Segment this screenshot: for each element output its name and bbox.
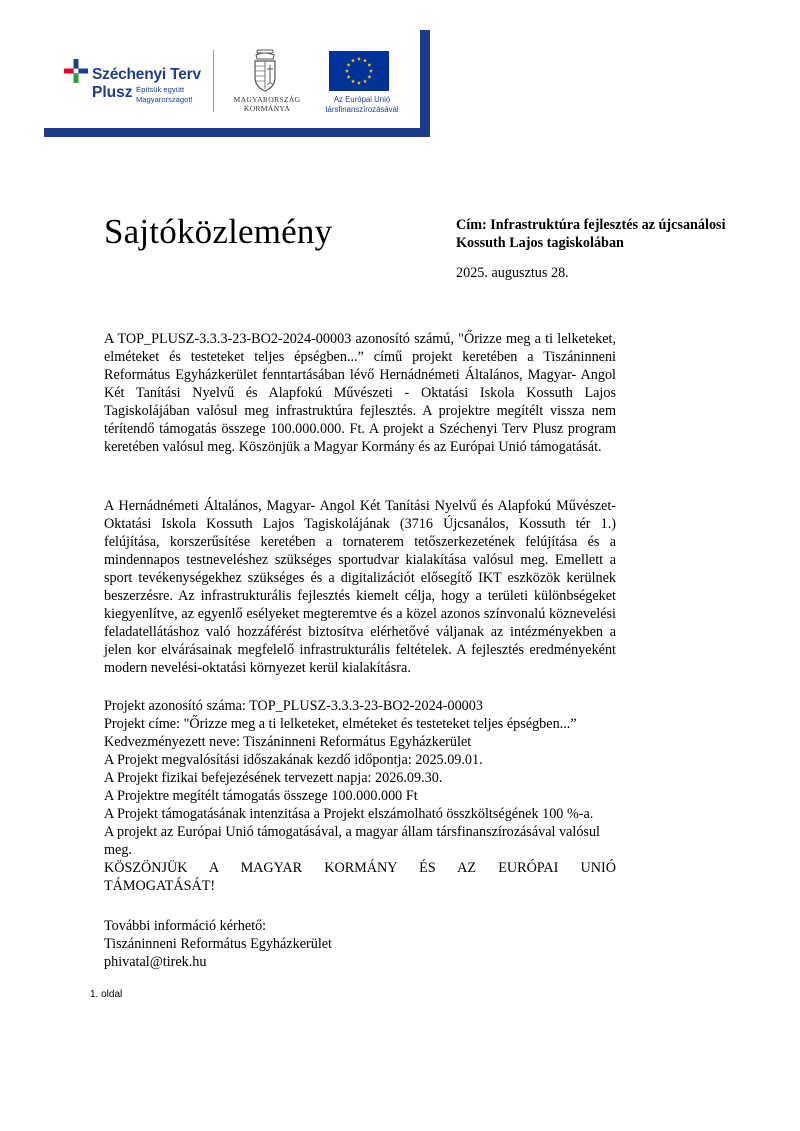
- szechenyi-slogan-line-1: Építsük együtt: [136, 85, 185, 94]
- detail-beneficiary: Kedvezményezett neve: Tiszáninneni Református Egyházkerület: [104, 734, 472, 750]
- body-paragraph-1: A TOP_PLUSZ-3.3.3-23-BO2-2024-00003 azonosító számú, "Őrizze meg a ti lelketeket, elméteket és testeteket teljes épségben...” című projekt keretében a Tiszáninneni Református Egyházkerület fenntartásában lévő Hernádnémeti Általános, Magyar- Angol Két Tanítási Nyelvű és Alapfokú Művészeti - Oktatási Iskola Kossuth Lajos Tagiskolájában valósul meg infrastruktúra fejlesztés. A projektre megítélt vissza nem térítendő támogatás összege 100.000.000. Ft. A projekt a Széchenyi Terv Plusz program keretében valósul meg. Köszönjük a Magyar Kormány és az Európai Unió támogatását.: [104, 331, 616, 455]
- government-label: [222, 95, 312, 113]
- detail-project-title: Projekt címe: "Őrizze meg a ti lelketeket, elméteket és testeteket teljes épségben...”: [104, 716, 577, 732]
- szechenyi-title: Széchenyi Terv: [92, 66, 201, 83]
- detail-cofinancing: A projekt az Európai Unió támogatásával, a magyar állam társfinanszírozásával valósul meg.: [104, 824, 600, 858]
- szechenyi-terv-plusz-logo: [64, 57, 204, 113]
- header-accent-vertical-bar: [420, 30, 430, 137]
- szechenyi-plus: Plusz: [92, 84, 133, 101]
- header-accent-horizontal-bar: [44, 128, 430, 137]
- eu-flag-icon: [329, 51, 389, 91]
- thanks-line-1: KÖSZÖNJÜK A MAGYAR KORMÁNY ÉS AZ EURÓPAI UNIÓ: [104, 860, 616, 876]
- page-number: 1. oldal: [90, 989, 123, 1000]
- detail-intensity: A Projekt támogatásának intenzitása a Projekt elszámolható összköltségének 100 %-a.: [104, 806, 594, 822]
- szechenyi-cross-icon: [64, 59, 88, 83]
- szechenyi-slogan: [136, 85, 206, 104]
- detail-end-date: A Projekt fizikai befejezésének tervezett napja: 2026.09.30.: [104, 770, 443, 786]
- contact-organization: Tiszáninneni Református Egyházkerület: [104, 936, 332, 952]
- government-line-1: MAGYARORSZÁG: [233, 95, 301, 104]
- project-details: [104, 697, 616, 895]
- contact-block: [104, 917, 332, 971]
- eu-line-1: Az Európai Unió: [333, 95, 391, 104]
- detail-amount: A Projektre megítélt támogatás összege 100.000.000 Ft: [104, 788, 418, 804]
- press-release-subject: Cím: Infrastruktúra fejlesztés az újcsanálosi Kossuth Lajos tagiskolában: [456, 217, 726, 251]
- detail-project-id: Projekt azonosító száma: TOP_PLUSZ-3.3.3-23-BO2-2024-00003: [104, 698, 483, 714]
- page-title: Sajtóközlemény: [104, 212, 333, 251]
- contact-intro: További információ kérhető:: [104, 918, 267, 934]
- detail-start-date: A Projekt megvalósítási időszakának kezdő időpontja: 2025.09.01.: [104, 752, 483, 768]
- hungarian-coat-of-arms-icon: [251, 49, 279, 93]
- logo-divider: [213, 50, 214, 112]
- eu-cofinancing-label: [320, 95, 404, 114]
- body-paragraph-2: A Hernádnémeti Általános, Magyar- Angol Két Tanítási Nyelvű és Alapfokú Művészet- Oktatási Iskola Kossuth Lajos Tagiskolájának (3716 Újcsanálos, Kossuth tér 1.) felújítása, korszerűsítése keretében a tornaterem tetőszerkezetének felújítása és a mindennapos testneveléshez szükséges sportudvar kialakítása valósul meg. Emellett a sport tevékenységekhez szükséges és a digitalizációt elősegítő IKT eszközök kerülnek beszerzésre. Az infrastrukturális fejlesztés kiemelt célja, hogy a területi különbségeket kiegyenlítve, az egyenlő esélyeket megteremtve és a közel azonos színvonalú köznevelési feladatellátáshoz való hozzáférést biztosítva elérhetővé váljanak az intézményekben a jelen kor elvárásainak megfelelő infrastrukturális feltételek. A fejlesztés eredményeként modern nevelési-oktatási környezet kerül kialakításra.: [104, 498, 616, 676]
- thanks-line-2: TÁMOGATÁSÁT!: [104, 878, 216, 894]
- press-release-date: 2025. augusztus 28.: [456, 265, 569, 281]
- logo-header: [0, 0, 800, 150]
- government-line-2: KORMÁNYA: [243, 104, 291, 113]
- szechenyi-slogan-line-2: Magyarországot!: [136, 94, 193, 104]
- eu-line-2: társfinanszírozásával: [325, 104, 399, 114]
- contact-email[interactable]: phivatal@tirek.hu: [104, 954, 207, 970]
